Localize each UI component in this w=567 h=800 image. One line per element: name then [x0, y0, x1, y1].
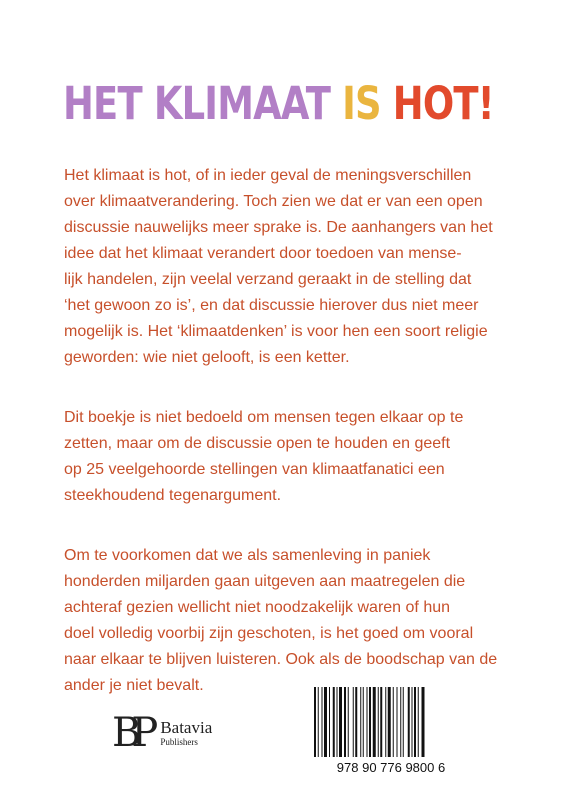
- paragraph-2: [64, 405, 534, 509]
- text-line: op 25 veelgehoorde stellingen van klimaatfanatici een: [64, 461, 445, 478]
- barcode-bar: [369, 687, 371, 757]
- text-line: doel volledig voorbij zijn geschoten, is het goed om vooral: [64, 625, 474, 642]
- barcode-bar: [355, 687, 357, 757]
- text-line: mogelijk is. Het ‘klimaatdenken’ is voor hen een soort religie: [64, 323, 488, 340]
- barcode-bar: [403, 687, 404, 757]
- paragraph-1: [64, 163, 534, 371]
- barcode-bar: [337, 687, 338, 757]
- barcode-bar: [353, 687, 354, 757]
- barcode-bar: [418, 687, 419, 757]
- barcode-bar: [388, 687, 391, 757]
- barcode-bars: [314, 687, 468, 759]
- barcode-bar: [393, 687, 394, 757]
- barcode-bar: [385, 687, 386, 757]
- barcode-bar: [339, 687, 342, 757]
- text-line: ‘het gewoon zo is’, en dat discussie hierover dus niet meer: [64, 297, 479, 314]
- text-line: idee dat het klimaat verandert door toedoen van mense-: [64, 245, 462, 262]
- barcode-bar: [367, 687, 368, 757]
- publisher-logo: [112, 710, 213, 756]
- isbn-number: 978 90 776 9800 6: [336, 760, 446, 775]
- text-line: honderden miljarden gaan uitgeven aan maatregelen die: [64, 573, 466, 590]
- text-line: steekhoudend tegenargument.: [64, 487, 282, 504]
- barcode-bar: [324, 687, 327, 757]
- barcode-bar: [363, 687, 364, 757]
- barcode-bar: [329, 687, 330, 757]
- title-part-het-klimaat: HET KLIMAAT: [63, 77, 331, 130]
- publisher-wordmark: [160, 719, 212, 747]
- text-line: zetten, maar om de discussie open te houden en geeft: [64, 435, 451, 452]
- barcode-bar: [378, 687, 379, 757]
- barcode-bar: [408, 687, 410, 757]
- barcode-bar: [333, 687, 335, 757]
- barcode-bar: [314, 687, 316, 757]
- publisher-subtitle: Publishers: [160, 737, 198, 747]
- title-part-is: IS: [342, 77, 381, 130]
- barcode-bar: [422, 687, 425, 757]
- text-line: ander je niet bevalt.: [64, 677, 204, 694]
- barcode-bar: [373, 687, 376, 757]
- barcode-bar: [380, 687, 382, 757]
- text-line: Het klimaat is hot, of in ieder geval de meningsverschillen: [64, 167, 472, 184]
- title-part-hot: HOT!: [392, 77, 494, 130]
- publisher-logo-mark: BP: [112, 710, 149, 756]
- barcode-bar: [397, 687, 398, 757]
- barcode-bar: [344, 687, 346, 757]
- back-cover-text: [64, 163, 534, 733]
- barcode-bar: [414, 687, 416, 757]
- barcode-bar: [412, 687, 413, 757]
- paragraph-3: [64, 543, 534, 699]
- text-line: achteraf gezien wellicht niet noodzakelijk waren of hun: [64, 599, 451, 616]
- publisher-name: Batavia: [160, 718, 213, 737]
- text-line: discussie nauwelijks meer sprake is. De aanhangers van het: [64, 219, 493, 236]
- text-line: Om te voorkomen dat we als samenleving in paniek: [64, 547, 431, 564]
- barcode-bar: [322, 687, 323, 757]
- text-line: over klimaatverandering. Toch zien we dat er van een open: [64, 193, 483, 210]
- barcode-bar: [400, 687, 401, 757]
- text-line: Dit boekje is niet bedoeld om mensen tegen elkaar op te: [64, 409, 464, 426]
- barcode-bar: [348, 687, 349, 757]
- text-line: geworden: wie niet gelooft, is een ketter.: [64, 349, 350, 366]
- barcode-bar: [360, 687, 361, 757]
- book-title: [63, 74, 494, 134]
- barcode: [310, 683, 472, 780]
- barcode-bar: [318, 687, 319, 757]
- text-line: lijk handelen, zijn veelal verzand geraakt in de stelling dat: [64, 271, 472, 288]
- text-line: naar elkaar te blijven luisteren. Ook als de boodschap van de: [64, 651, 498, 668]
